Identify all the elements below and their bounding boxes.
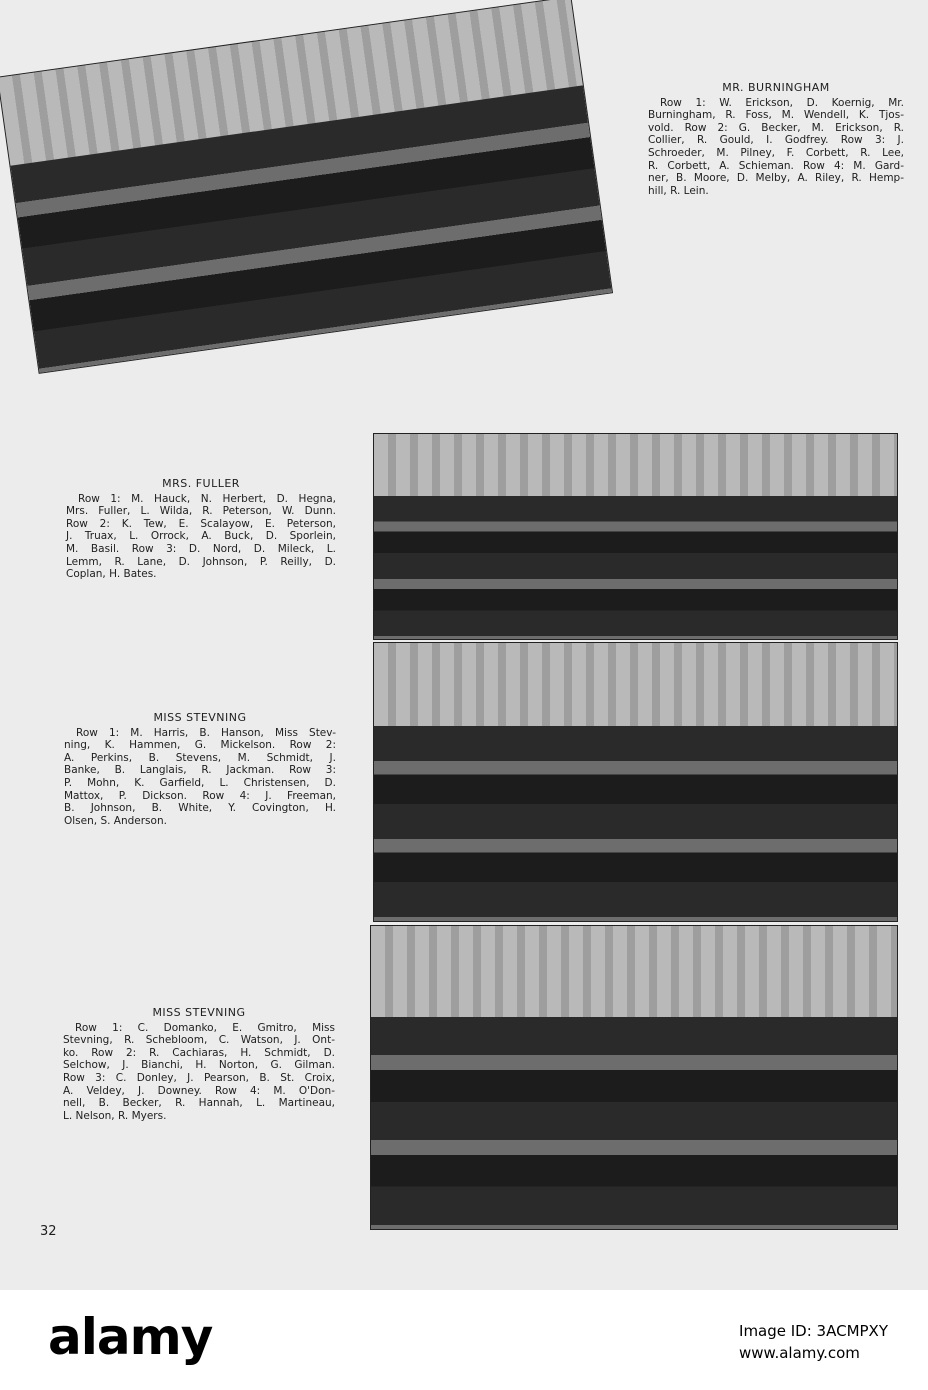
caption-stevning-2 [63,1007,335,1122]
caption-line: L. Nelson, R. Myers. [63,1109,167,1122]
section-title: MISS STEVNING [152,1006,246,1019]
watermark-bar [0,1290,928,1390]
caption-line: Lemm, R. Lane, D. Johnson, P. Reilly, D. [66,555,336,568]
caption-line: Row 1: M. Harris, B. Hanson, Miss Stev- [76,726,336,739]
caption-line: Schroeder, M. Pilney, F. Corbett, R. Lee, [648,146,904,159]
class-photo-burningham [0,0,613,374]
caption-line: ner, B. Moore, D. Melby, A. Riley, R. Hemp- [648,172,904,185]
caption-line: Burningham, R. Foss, M. Wendell, K. Tjos- [648,109,904,122]
page-number: 32 [40,1224,57,1239]
caption-line: R. Corbett, A. Schieman. Row 4: M. Gard- [648,159,904,172]
watermark-url: www.alamy.com [739,1344,860,1362]
class-photo-fuller [373,433,898,640]
section-title: MRS. FULLER [162,477,240,490]
caption-line: Row 3: C. Donley, J. Pearson, B. St. Croix, [63,1071,335,1084]
caption-line: Mattox, P. Dickson. Row 4: J. Freeman, [64,789,336,802]
image-id: Image ID: 3ACMPXY [739,1322,888,1340]
caption-line: Row 1: M. Hauck, N. Herbert, D. Hegna, [78,492,336,505]
caption-line: hill, R. Lein. [648,184,709,197]
caption-stevning-1 [64,712,336,827]
caption-line: Stevning, R. Schebloom, C. Watson, J. Ont- [63,1034,335,1047]
class-photo-stevning-1 [373,642,898,922]
alamy-logo: alamy [48,1308,213,1366]
caption-line: ning, K. Hammen, G. Mickelson. Row 2: [64,739,336,752]
caption-line: Coplan, H. Bates. [66,568,157,581]
class-photo-stevning-2 [370,925,898,1230]
caption-line: Mrs. Fuller, L. Wilda, R. Peterson, W. Dunn. [66,505,336,518]
caption-line: M. Basil. Row 3: D. Nord, D. Mileck, L. [66,542,336,555]
caption-line: vold. Row 2: G. Becker, M. Erickson, R. [648,121,904,134]
caption-line: nell, B. Becker, R. Hannah, L. Martineau, [63,1097,335,1110]
caption-line: Selchow, J. Bianchi, H. Norton, G. Gilman. [63,1059,335,1072]
caption-line: Olsen, S. Anderson. [64,814,167,827]
caption-line: P. Mohn, K. Garfield, L. Christensen, D. [64,776,336,789]
caption-line: A. Veldey, J. Downey. Row 4: M. O'Don- [63,1084,335,1097]
caption-line: Collier, R. Gould, I. Godfrey. Row 3: J. [648,134,904,147]
caption-line: Row 1: C. Domanko, E. Gmitro, Miss [75,1021,335,1034]
image-id-block [739,1320,888,1364]
caption-line: B. Johnson, B. White, Y. Covington, H. [64,802,336,815]
caption-line: ko. Row 2: R. Cachiaras, H. Schmidt, D. [63,1046,335,1059]
caption-line: Row 1: W. Erickson, D. Koernig, Mr. [660,96,904,109]
caption-line: A. Perkins, B. Stevens, M. Schmidt, J. [64,751,336,764]
caption-burningham [648,82,904,197]
caption-line: Banke, B. Langlais, R. Jackman. Row 3: [64,764,336,777]
caption-line: Row 2: K. Tew, E. Scalayow, E. Peterson, [66,517,336,530]
caption-fuller [66,478,336,581]
caption-line: J. Truax, L. Orrock, A. Buck, D. Sporlein, [66,530,336,543]
section-title: MISS STEVNING [153,711,247,724]
section-title: MR. BURNINGHAM [722,81,830,94]
